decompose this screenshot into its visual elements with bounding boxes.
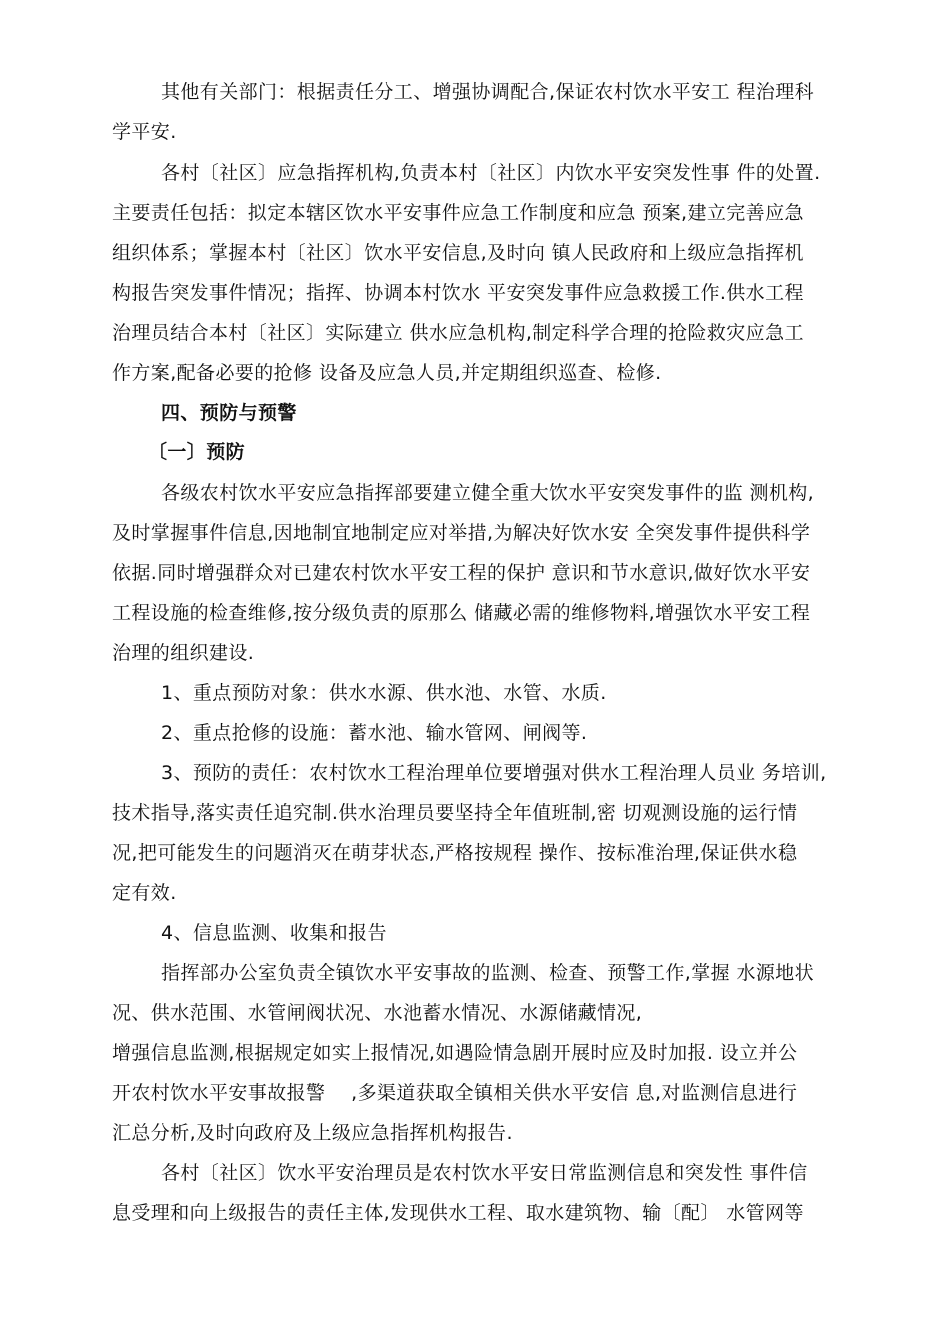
paragraph-line: 治理的组织建设. — [112, 642, 255, 664]
list-item: 2、重点抢修的设施：蓄水池、输水管网、闸阀等. — [161, 722, 588, 744]
paragraph-line: 构报告突发事件情况；指挥、协调本村饮水 平安突发事件应急救援工作.供水工程 — [112, 282, 804, 304]
paragraph-line: 组织体系；掌握本村〔社区〕饮水平安信息,及时向 镇人民政府和上级应急指挥机 — [112, 242, 804, 264]
paragraph-line: 学平安. — [112, 121, 177, 143]
paragraph-line: 作方案,配备必要的抢修 设备及应急人员,并定期组织巡查、检修. — [112, 362, 662, 384]
paragraph-line: 依据.同时增强群众对已建农村饮水平安工程的保护 意识和节水意识,做好饮水平安 — [112, 562, 811, 584]
section-heading: 四、预防与预警 — [161, 402, 297, 424]
paragraph-line: 及时掌握事件信息,因地制宜地制定应对举措,为解决好饮水安 全突发事件提供科学 — [112, 522, 811, 544]
paragraph-line: 定有效. — [112, 882, 177, 904]
paragraph-line: 况、供水范围、水管闸阀状况、水池蓄水情况、水源储藏情况, — [112, 1002, 643, 1024]
paragraph-line: 开农村饮水平安事故报警 ,多渠道获取全镇相关供水平安信 息,对监测信息进行 — [112, 1082, 798, 1104]
list-item: 4、信息监测、收集和报告 — [161, 922, 387, 944]
paragraph-line: 汇总分析,及时向政府及上级应急指挥机构报告. — [112, 1122, 513, 1144]
paragraph-line: 况,把可能发生的问题消灭在萌芽状态,严格按规程 操作、按标准治理,保证供水稳 — [112, 842, 798, 864]
paragraph-line: 工程设施的检查维修,按分级负责的原那么 储藏必需的维修物料,增强饮水平安工程 — [112, 602, 811, 624]
list-item: 3、预防的责任：农村饮水工程治理单位要增强对供水工程治理人员业 务培训, — [161, 762, 827, 784]
paragraph-line: 各村〔社区〕应急指挥机构,负责本村〔社区〕内饮水平安突发性事 件的处置. — [161, 162, 821, 184]
list-item: 1、重点预防对象：供水水源、供水池、水管、水质. — [161, 682, 607, 704]
paragraph-line: 增强信息监测,根据规定如实上报情况,如遇险情急剧开展时应及时加报. 设立并公 — [112, 1042, 798, 1064]
paragraph-line: 其他有关部门：根据责任分工、增强协调配合,保证农村饮水平安工 程治理科 — [161, 81, 815, 103]
paragraph-line: 各村〔社区〕饮水平安治理员是农村饮水平安日常监测信息和突发性 事件信 — [161, 1162, 808, 1184]
paragraph-line: 治理员结合本村〔社区〕实际建立 供水应急机构,制定科学合理的抢险救灾应急工 — [112, 322, 804, 344]
subsection-heading: 〔一〕预防 — [148, 441, 246, 463]
paragraph-line: 主要责任包括：拟定本辖区饮水平安事件应急工作制度和应急 预案,建立完善应急 — [112, 202, 804, 224]
paragraph-line: 各级农村饮水平安应急指挥部要建立健全重大饮水平安突发事件的监 测机构, — [161, 482, 815, 504]
paragraph-line: 技术指导,落实责任追究制.供水治理员要坚持全年值班制,密 切观测设施的运行情 — [112, 802, 798, 824]
paragraph-line: 指挥部办公室负责全镇饮水平安事故的监测、检查、预警工作,掌握 水源地状 — [161, 962, 815, 984]
paragraph-line: 息受理和向上级报告的责任主体,发现供水工程、取水建筑物、输〔配〕 水管网等 — [112, 1202, 804, 1224]
